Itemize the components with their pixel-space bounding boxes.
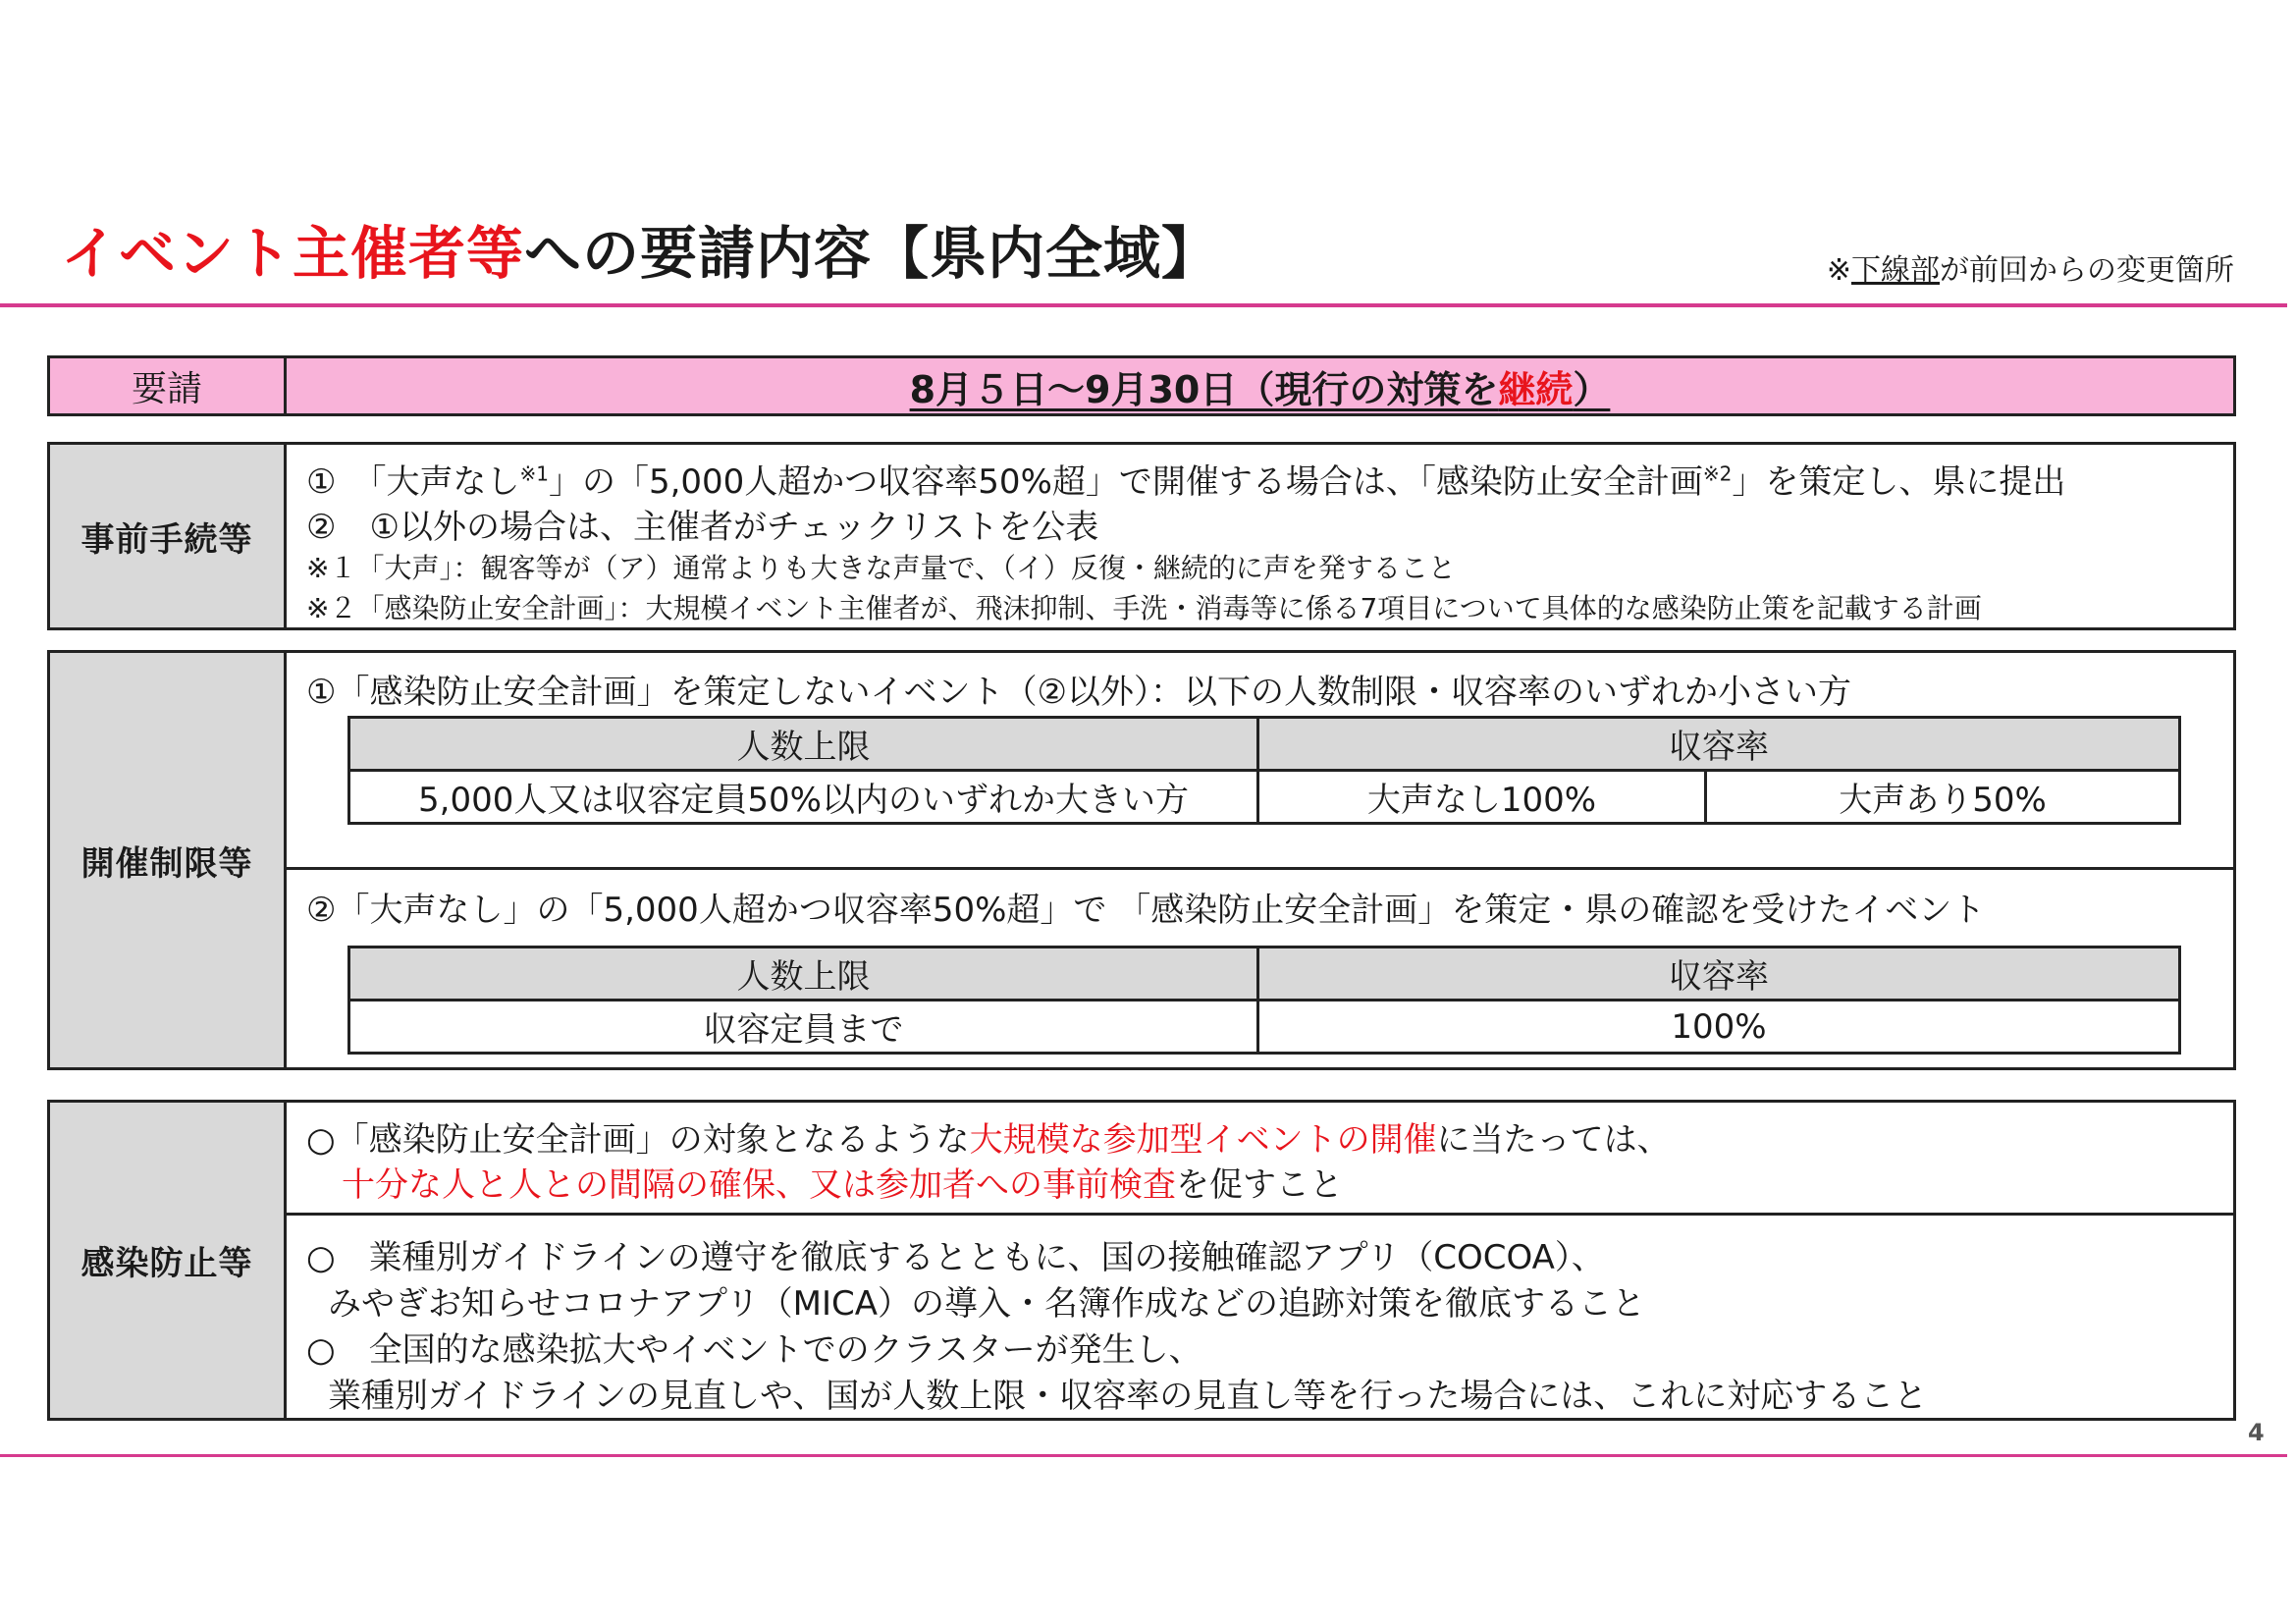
table1-header-people: 人数上限 (349, 718, 1258, 771)
footnote-1: ※１「大声」：観客等が（ア）通常よりも大きな声量で、（イ）反復・継続的に声を発すること (306, 552, 1456, 584)
table1-header-rate: 収容率 (1258, 718, 2180, 771)
table2-header-people: 人数上限 (349, 947, 1258, 1001)
section-limits-body (287, 653, 2233, 1067)
section-prevention-body (287, 1103, 2233, 1418)
prevention-item-2-line-2: みやぎお知らせコロナアプリ（MICA）の導入・名簿作成などの追跡対策を徹底すること (328, 1284, 1645, 1324)
prevention-item-1-line-2: 十分な人と人との間隔の確保、又は参加者への事前検査を促すこと (342, 1165, 1343, 1205)
request-date-end: ） (1573, 367, 1611, 411)
table2-rate-value: 100% (1258, 1001, 2180, 1054)
limits-table-2 (347, 946, 2181, 1055)
prevention-item-2-line-1: ○ 業種別ガイドラインの遵守を徹底するとともに、国の接触確認アプリ（COCOA）、 (306, 1238, 1605, 1277)
prevention-item-3-line-2: 業種別ガイドラインの見直しや、国が人数上限・収容率の見直し等を行った場合には、これに対応すること (328, 1377, 1928, 1416)
prevention-item-1-line-1: ○「感染防止安全計画」の対象となるような大規模な参加型イベントの開催に当たっては、 (306, 1120, 1671, 1160)
page-number: 4 (2248, 1419, 2265, 1446)
table1-rate-quiet: 大声なし100% (1258, 771, 1706, 824)
section-limits-heading: 開催制限等 (50, 653, 287, 1067)
procedure-item-2: ② ①以外の場合は、主催者がチェックリストを公表 (306, 508, 1099, 547)
request-bar (47, 355, 2236, 416)
request-continue: 継続 (1498, 367, 1574, 411)
procedure-item-1: ① 「大声なし$^{※1}$」の「5,000人超かつ収容率50%超」で開催する場合は、「感染防止安全計画$^{※2}$」を策定し、県に提出 (306, 461, 2066, 502)
request-date: 8月５日～9月30日（現行の対策を (909, 367, 1499, 411)
limits-table-1 (347, 716, 2181, 825)
change-note (1827, 245, 2234, 289)
title-rest: への要請内容【県内全域】 (524, 220, 1220, 287)
bottom-divider (0, 1454, 2287, 1457)
prevention-divider (287, 1213, 2233, 1216)
table1-people-value: 5,000人又は収容定員50%以内のいずれか大きい方 (349, 771, 1258, 824)
prevention-item-3-line-1: ○ 全国的な感染拡大やイベントでのクラスターが発生し、 (306, 1330, 1202, 1370)
request-label: 要請 (50, 358, 287, 413)
note-suffix: が前回からの変更箇所 (1940, 253, 2234, 288)
table2-people-value: 収容定員まで (349, 1001, 1258, 1054)
top-divider (0, 303, 2287, 307)
limits-part-1: ①「感染防止安全計画」を策定しないイベント（②以外）：以下の人数制限・収容率のいずれか小さい方 (306, 673, 1851, 712)
title-highlight: イベント主催者等 (61, 220, 525, 287)
page-title (61, 214, 1219, 293)
limits-divider (287, 867, 2233, 870)
section-limits (47, 650, 2236, 1070)
footnote-2: ※２「感染防止安全計画」：大規模イベント主催者が、飛沫抑制、手洗・消毒等に係る7項目について具体的な感染防止策を記載する計画 (306, 592, 1982, 624)
section-procedures (47, 442, 2236, 630)
section-prevention-heading: 感染防止等 (50, 1103, 287, 1418)
section-procedures-body (287, 445, 2233, 627)
note-prefix: ※ (1826, 253, 1851, 288)
table1-rate-loud: 大声あり50% (1706, 771, 2180, 824)
section-prevention (47, 1100, 2236, 1421)
request-period (287, 358, 2233, 413)
note-underlined: 下線部 (1851, 253, 1940, 288)
section-procedures-heading: 事前手続等 (50, 445, 287, 627)
table2-header-rate: 収容率 (1258, 947, 2180, 1001)
limits-part-2: ②「大声なし」の「5,000人超かつ収容率50%超」で 「感染防止安全計画」を策定・県の確認を受けたイベント (306, 891, 1986, 930)
